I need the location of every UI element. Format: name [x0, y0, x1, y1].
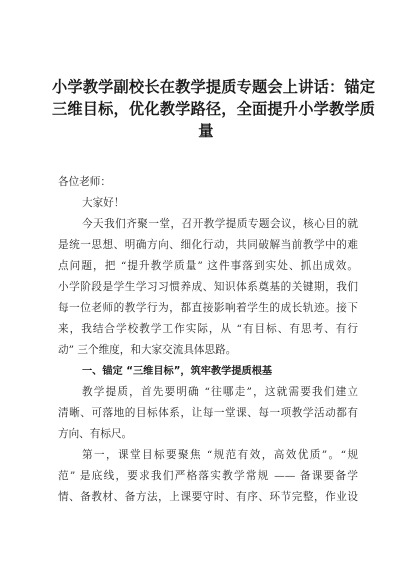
paragraph-line: 每一位老师的教学行为，都直接影响着学生的成长轨迹。接下: [58, 302, 358, 314]
document-body: [58, 172, 358, 508]
paragraph-line: 点问题，把 “提升教学质量” 这件事落到实处、抓出成效。: [58, 260, 358, 272]
paragraph-line: 情、备教材、备方法，上课要守时、有序、环节完整，作业设: [58, 491, 358, 503]
title-line: 小学教学副校长在教学提质专题会上讲话：锚定: [52, 78, 376, 96]
paragraph-line: 第一，课堂目标要聚焦 “规范有效，高效优质”。“规: [82, 449, 358, 461]
paragraph-line: 范” 是底线，要求我们严格落实教学常规 —— 备课要备学: [58, 470, 358, 482]
paragraph-line: 来，我结合学校教学工作实际，从 “有目标、有思考、有行: [58, 323, 358, 335]
paragraph-line: 小学阶段是学生学习习惯养成、知识体系奠基的关键期，我们: [58, 281, 358, 293]
paragraph-line: 今天我们齐聚一堂，召开教学提质专题会议，核心目的就: [82, 218, 358, 230]
greeting: 大家好！: [82, 197, 125, 209]
paragraph-goals: [58, 382, 358, 445]
paragraph-classroom-goals: [58, 445, 358, 508]
section-heading: 一、锚定 “三维目标”，筑牢教学提质根基: [82, 366, 273, 377]
paragraph-line: 清晰、可落地的目标体系，让每一堂课、每一项教学活动都有: [58, 407, 358, 419]
paragraph-line: 是统一思想、明确方向、细化行动，共同破解当前教学中的难: [58, 239, 358, 251]
title-line: 量: [198, 122, 214, 140]
paragraph-line: 方向、有标尺。: [58, 428, 133, 440]
title-line: 三维目标，优化教学路径，全面提升小学教学质: [52, 100, 376, 118]
document-title: [52, 76, 376, 142]
paragraph-intro: [58, 214, 358, 361]
paragraph-line: 动” 三个维度，和大家交流具体思路。: [58, 344, 237, 356]
paragraph-line: 教学提质，首先要明确 “往哪走”，这就需要我们建立: [82, 386, 358, 398]
salutation: 各位老师：: [58, 176, 111, 188]
